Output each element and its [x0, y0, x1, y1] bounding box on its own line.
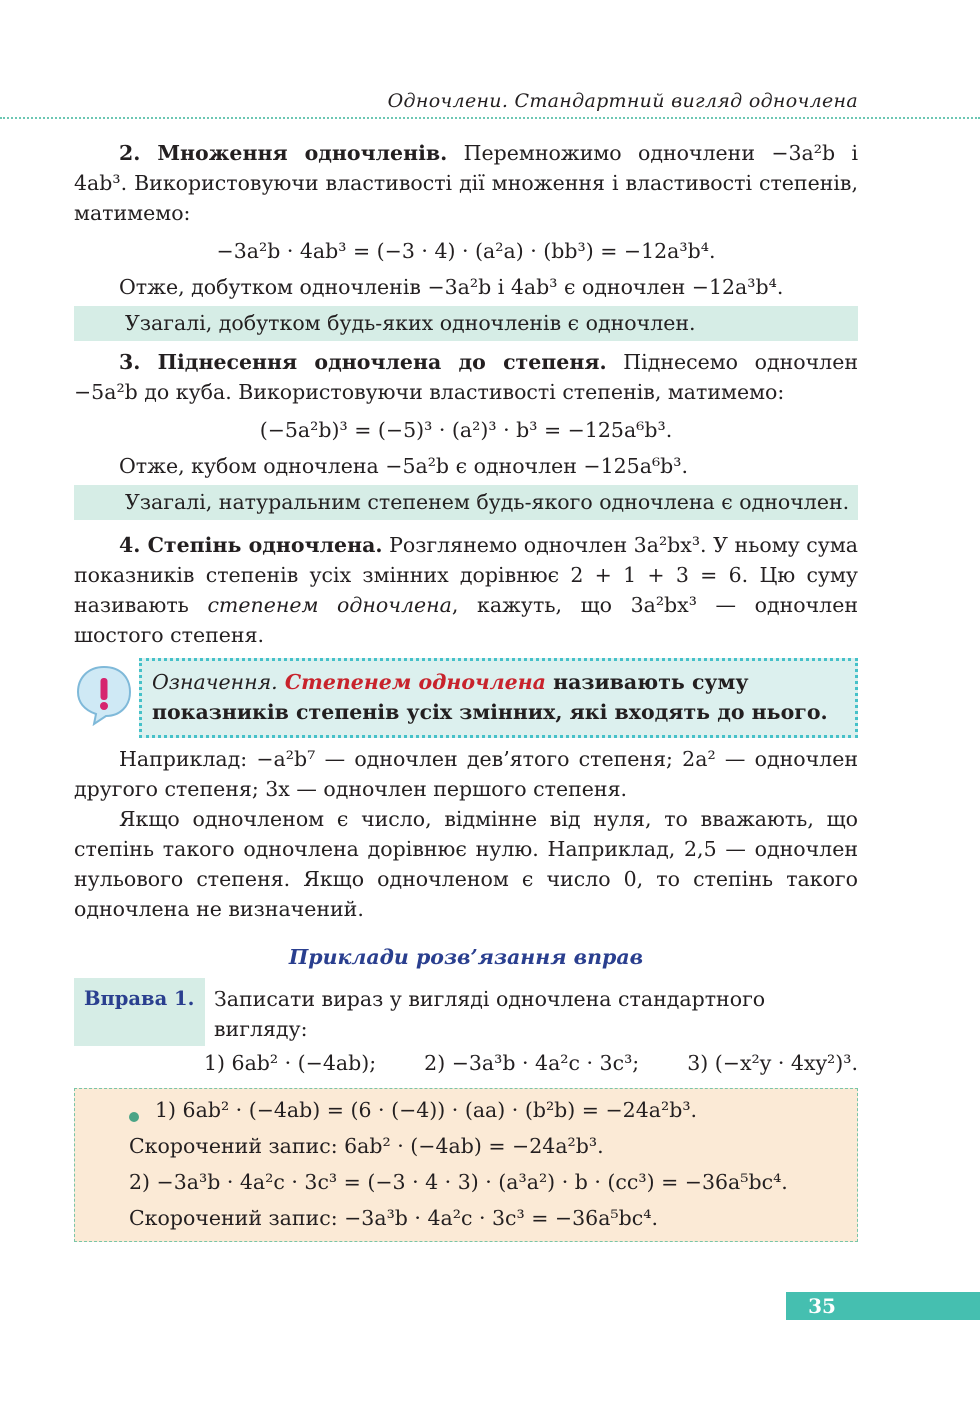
definition-label: Означення.: [152, 670, 278, 694]
solution-line: 2) −3a³b · 4a²c · 3c³ = (−3 · 4 · 3) · (a³a²) · b · (cc³) = −36a⁵bc⁴.: [129, 1170, 788, 1194]
exercise-item: 2) −3a³b · 4a²c · 3c³;: [424, 1051, 640, 1075]
section-2-conclusion: Отже, добутком одночленів −3a²b і 4ab³ є одночлен −12a³b⁴.: [119, 275, 784, 299]
section-4-text-b: , кажуть, що 3a²bx³ — одночлен шостого степеня.: [74, 593, 858, 647]
page-content: [74, 138, 858, 1242]
definition-block: [74, 658, 858, 738]
exclamation-bubble-icon: [74, 664, 134, 726]
examples-paragraph-2: Якщо одночленом є число, відмінне від нуля, то вважають, що степінь такого одночлена дорівнює нулю. Наприклад, 2,5 — одночлен нульового степеня. Якщо одночленом є число 0, то степінь такого одночлена не визначений.: [74, 807, 858, 921]
header-divider: [0, 117, 980, 119]
section-4-heading: 4. Степінь одночлена.: [119, 533, 383, 557]
definition-text: називають суму показників степенів усіх змінних, які входять до нього.: [152, 670, 828, 724]
exercise-text: Записати вираз у вигляді одночлена стандартного вигляду:: [214, 987, 766, 1041]
rule-power-text: Узагалі, натуральним степенем будь-якого одночлена є одночлен.: [125, 490, 850, 514]
solution-line: 1) 6ab² · (−4ab) = (6 · (−4)) · (aa) · (b²b) = −24a²b³.: [155, 1098, 698, 1122]
page-number-bar: [786, 1292, 980, 1320]
section-4-paragraph: [74, 530, 858, 650]
exercise-item: 3) (−x²y · 4xy²)³.: [687, 1051, 858, 1075]
definition-box: [139, 658, 858, 738]
solved-examples-title: Приклади розв’язання вправ: [288, 945, 644, 969]
solution-line: Скорочений запис: 6ab² · (−4ab) = −24a²b³.: [129, 1134, 604, 1158]
section-2-paragraph: [74, 138, 858, 228]
solution-box: [74, 1088, 858, 1242]
section-4-term: степенем одночлена: [207, 593, 452, 617]
solution-line: Скорочений запис: −3a³b · 4a²c · 3c³ = −36a⁵bc⁴.: [129, 1206, 658, 1230]
section-2-heading: 2. Множення одночленів.: [119, 141, 448, 165]
page-number: 35: [808, 1294, 836, 1318]
exercise-label: Вправа 1.: [74, 978, 205, 1046]
exercise-item: 1) 6ab² · (−4ab);: [203, 1051, 377, 1075]
rule-box-product: [74, 306, 858, 341]
section-3-heading: 3. Піднесення одночлена до степеня.: [119, 350, 607, 374]
section-3-text: Піднесемо одночлен −5a²b до куба. Використовуючи властивості степенів, матимемо:: [74, 350, 858, 404]
exercise-items: [74, 1048, 858, 1078]
section-3-paragraph: [74, 347, 858, 407]
exercise-1: [74, 978, 858, 1046]
definition-term: Степенем одночлена: [284, 670, 546, 694]
section-4-text-a: Розглянемо одночлен 3a²bx³. У ньому сума показників степенів усіх змінних дорівнює 2 + 1 + 3 = 6. Цю суму називають: [74, 533, 859, 617]
section-2-text: Перемножимо одночлени −3a²b і 4ab³. Використовуючи властивості дії множення і властивості степенів, матимемо:: [74, 141, 858, 225]
section-3-conclusion: Отже, кубом одночлена −5a²b є одночлен −125a⁶b³.: [119, 454, 689, 478]
section-3-formula: (−5a²b)³ = (−5)³ · (a²)³ · b³ = −125a⁶b³.: [259, 418, 673, 442]
section-2-formula: −3a²b · 4ab³ = (−3 · 4) · (a²a) · (bb³) = −12a³b⁴.: [216, 239, 716, 263]
examples-paragraph-1: Наприклад: −a²b⁷ — одночлен дев’ятого степеня; 2a² — одночлен другого степеня; 3x — одночлен першого степеня.: [74, 747, 858, 801]
running-header: Одночлени. Стандартний вигляд одночлена: [387, 90, 858, 112]
rule-box-power: [74, 485, 858, 520]
bullet-icon: [129, 1112, 139, 1122]
rule-product-text: Узагалі, добутком будь-яких одночленів є одночлен.: [125, 311, 696, 335]
